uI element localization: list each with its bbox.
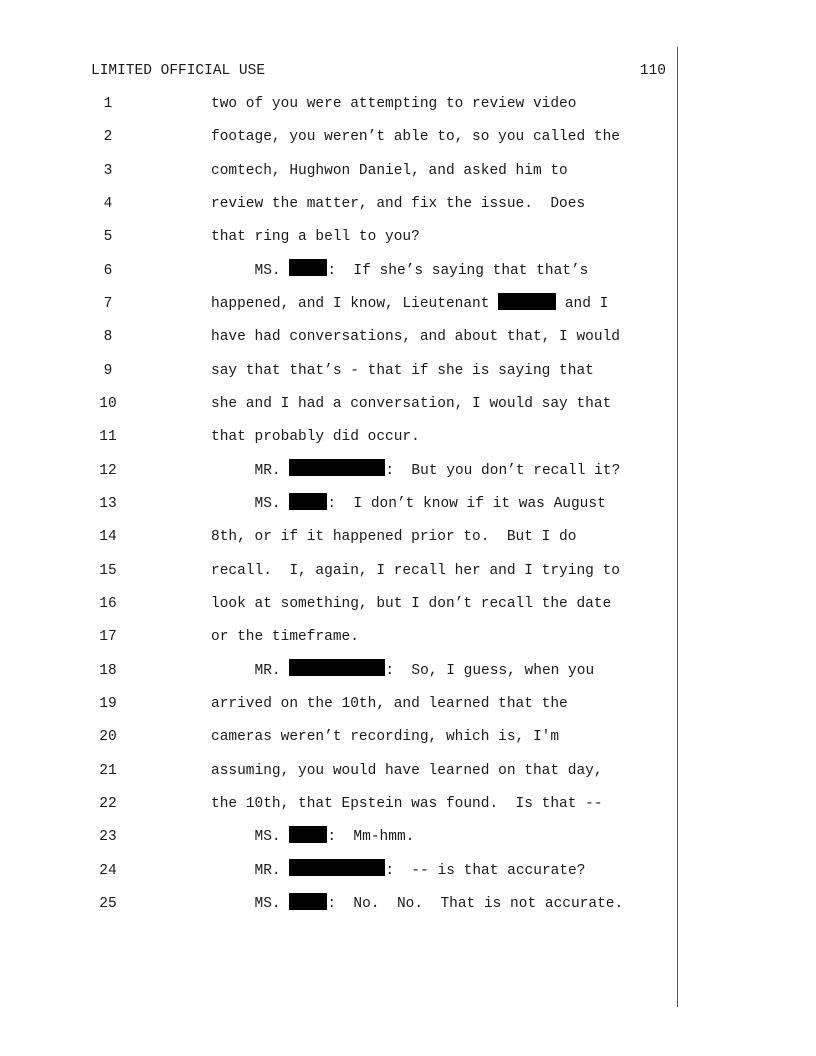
- text-segment: assuming, you would have learned on that day,: [211, 762, 603, 779]
- transcript-line: [0, 161, 680, 181]
- transcript-line: [0, 861, 680, 881]
- text-segment: : I don’t know if it was August: [327, 495, 606, 512]
- text-segment: : But you don’t recall it?: [385, 462, 621, 479]
- line-text: [211, 761, 603, 781]
- transcript-line: [0, 794, 680, 814]
- line-number: 8: [103, 329, 113, 346]
- transcript-line: [0, 894, 680, 914]
- text-segment: MS.: [211, 829, 290, 846]
- text-segment: : Mm-hmm.: [327, 829, 415, 846]
- transcript-line: [0, 294, 680, 314]
- text-segment: MS.: [211, 262, 290, 279]
- line-number: 11: [99, 429, 117, 446]
- text-segment: or the timeframe.: [211, 629, 359, 646]
- line-text: [211, 561, 620, 581]
- transcript-line: [0, 661, 680, 681]
- line-text: [211, 794, 603, 814]
- line-number: 23: [99, 829, 117, 846]
- transcript-line: [0, 761, 680, 781]
- transcript-line: [0, 394, 680, 414]
- redaction-block: [498, 293, 556, 310]
- text-segment: MR.: [211, 462, 290, 479]
- line-text: [211, 327, 620, 347]
- line-number: 9: [103, 362, 113, 379]
- text-segment: : If she’s saying that that’s: [327, 262, 589, 279]
- redaction-block: [289, 859, 385, 876]
- text-segment: that ring a bell to you?: [211, 229, 420, 246]
- line-text: [211, 661, 594, 681]
- transcript-line: [0, 827, 680, 847]
- transcript-line: [0, 494, 680, 514]
- line-number: 16: [99, 595, 117, 612]
- transcript-line: [0, 561, 680, 581]
- line-number: 3: [103, 162, 113, 179]
- text-segment: 8th, or if it happened prior to. But I do: [211, 529, 577, 546]
- text-segment: look at something, but I don’t recall the date: [211, 595, 612, 612]
- line-number: 22: [99, 795, 117, 812]
- line-text: [211, 294, 608, 314]
- redaction-block: [289, 493, 327, 510]
- text-segment: and I: [556, 295, 609, 312]
- transcript-line: [0, 227, 680, 247]
- text-segment: she and I had a conversation, I would say that: [211, 395, 612, 412]
- line-text: [211, 261, 588, 281]
- line-text: [211, 727, 559, 747]
- line-text: [211, 227, 420, 247]
- line-number: 19: [99, 695, 117, 712]
- line-text: [211, 827, 414, 847]
- transcript-line: [0, 127, 680, 147]
- line-text: [211, 361, 594, 381]
- redaction-block: [289, 826, 327, 843]
- redaction-block: [289, 659, 385, 676]
- page-header: [91, 62, 666, 80]
- redaction-block: [289, 259, 327, 276]
- text-segment: the 10th, that Epstein was found. Is that --: [211, 795, 603, 812]
- transcript-line: [0, 327, 680, 347]
- line-number: 15: [99, 562, 117, 579]
- text-segment: two of you were attempting to review video: [211, 96, 577, 112]
- transcript-line: [0, 94, 680, 114]
- transcript-line: [0, 727, 680, 747]
- line-number: 24: [99, 862, 117, 879]
- text-segment: comtech, Hughwon Daniel, and asked him to: [211, 162, 568, 179]
- line-number: 17: [99, 629, 117, 646]
- line-number: 13: [99, 495, 117, 512]
- transcript-line: [0, 594, 680, 614]
- line-text: [211, 427, 420, 447]
- text-segment: review the matter, and fix the issue. Does: [211, 195, 586, 212]
- transcript-line: [0, 694, 680, 714]
- line-text: [211, 127, 620, 147]
- line-text: [211, 194, 585, 214]
- line-number: 25: [99, 895, 117, 912]
- text-segment: that probably did occur.: [211, 429, 420, 446]
- line-number: 10: [99, 395, 117, 412]
- line-number: 6: [103, 262, 113, 279]
- text-segment: have had conversations, and about that, I would: [211, 329, 620, 346]
- transcript-line: [0, 427, 680, 447]
- text-segment: say that that’s - that if she is saying that: [211, 362, 594, 379]
- text-segment: MR.: [211, 862, 290, 879]
- line-number: 4: [103, 195, 113, 212]
- redaction-block: [289, 459, 385, 476]
- line-text: [211, 894, 623, 914]
- transcript-line: [0, 194, 680, 214]
- text-segment: happened, and I know, Lieutenant: [211, 295, 499, 312]
- line-number: 7: [103, 295, 113, 312]
- line-number: 18: [99, 662, 117, 679]
- transcript-line: [0, 627, 680, 647]
- line-text: [211, 394, 611, 414]
- text-segment: MS.: [211, 495, 290, 512]
- text-segment: : -- is that accurate?: [385, 862, 586, 879]
- line-text: [211, 494, 606, 514]
- text-segment: arrived on the 10th, and learned that the: [211, 695, 568, 712]
- line-text: [211, 527, 576, 547]
- line-number: 1: [103, 96, 113, 112]
- transcript-line: [0, 527, 680, 547]
- line-text: [211, 861, 585, 881]
- text-segment: recall. I, again, I recall her and I trying to: [211, 562, 620, 579]
- line-text: [211, 594, 611, 614]
- line-text: [211, 694, 568, 714]
- transcript-line: [0, 261, 680, 281]
- text-segment: : No. No. That is not accurate.: [327, 895, 624, 912]
- line-text: [211, 94, 576, 114]
- text-segment: : So, I guess, when you: [385, 662, 595, 679]
- line-number: 12: [99, 462, 117, 479]
- text-segment: cameras weren’t recording, which is, I'm: [211, 729, 560, 746]
- line-number: 14: [99, 529, 117, 546]
- transcript-line: [0, 461, 680, 481]
- line-text: [211, 627, 359, 647]
- line-text: [211, 161, 568, 181]
- line-number: 2: [103, 129, 113, 146]
- text-segment: MR.: [211, 662, 290, 679]
- page-number: 110: [639, 63, 666, 79]
- line-number: 21: [99, 762, 117, 779]
- redaction-block: [289, 893, 327, 910]
- text-segment: footage, you weren’t able to, so you called the: [211, 129, 620, 146]
- transcript-line: [0, 361, 680, 381]
- text-segment: MS.: [211, 895, 290, 912]
- line-number: 5: [103, 229, 113, 246]
- classification-label: LIMITED OFFICIAL USE: [91, 63, 266, 79]
- line-number: 20: [99, 729, 117, 746]
- line-text: [211, 461, 620, 481]
